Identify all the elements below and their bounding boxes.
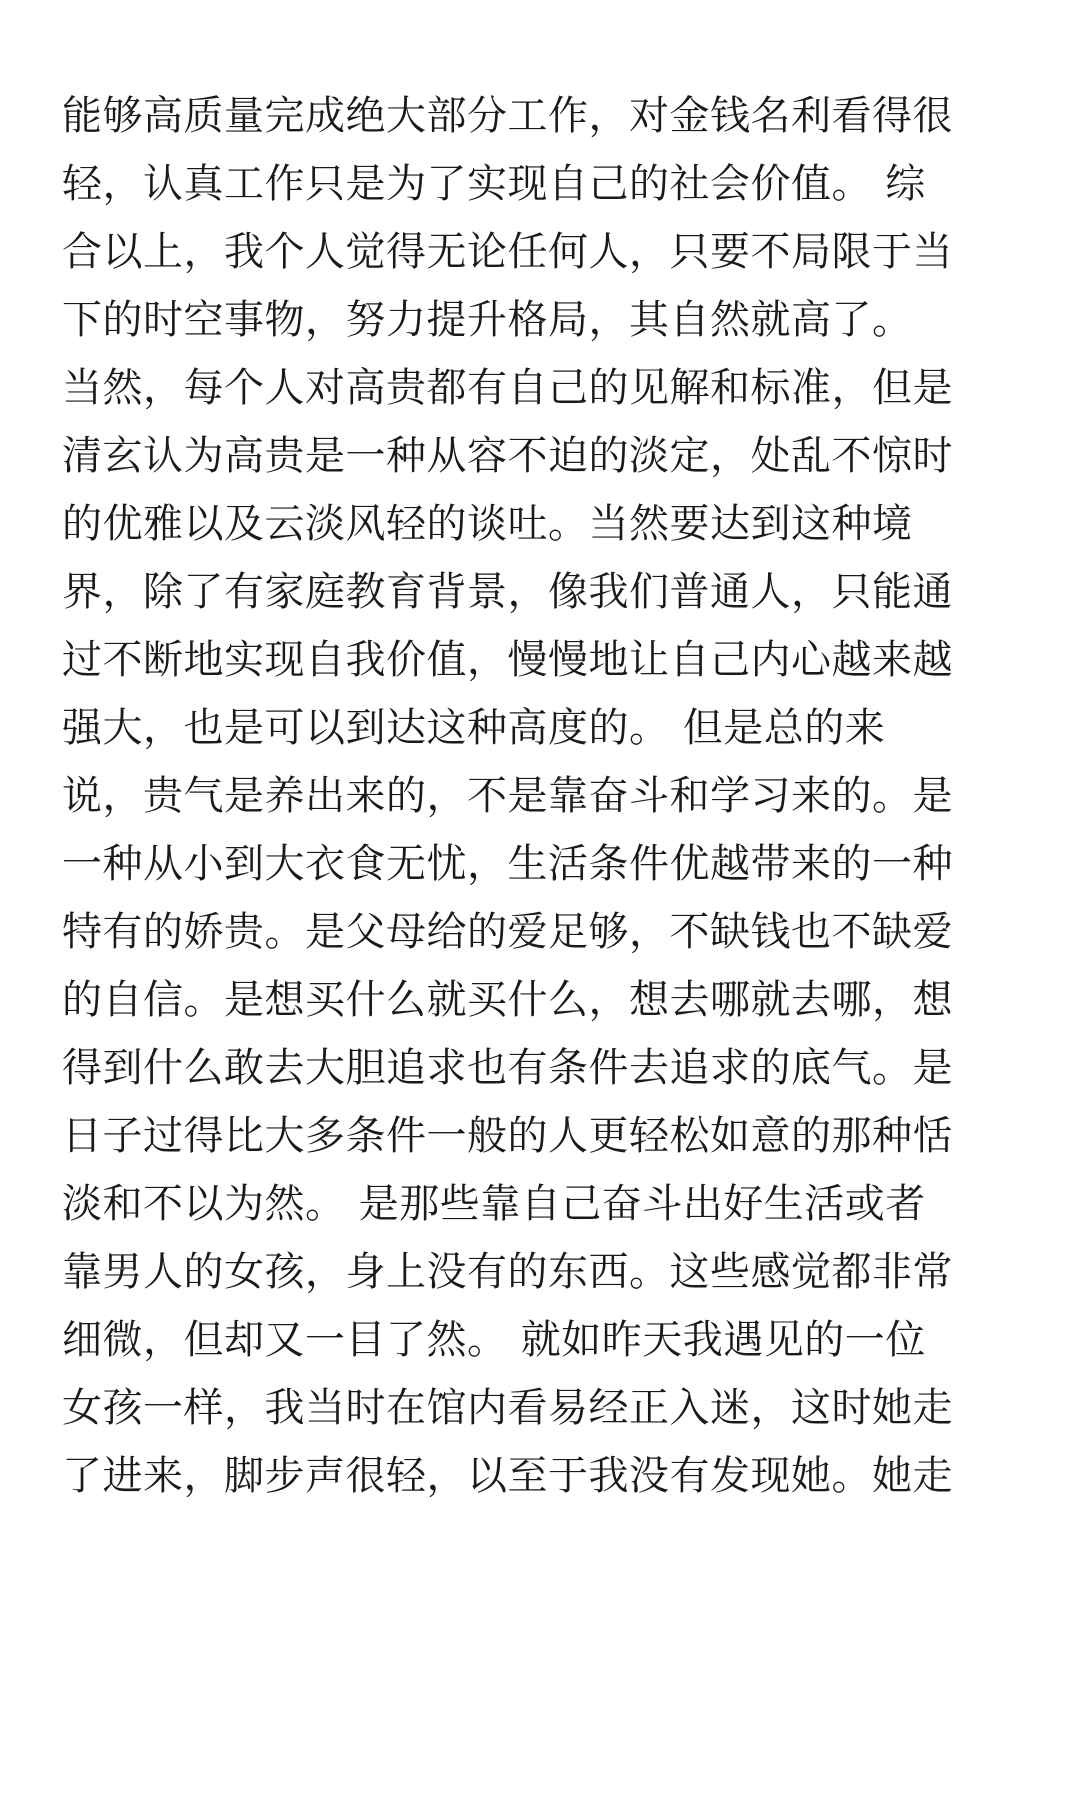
text-line: 了进来，脚步声很轻，以至于我没有发现她。她走 (62, 1453, 953, 1499)
text-line: 当然，每个人对高贵都有自己的见解和标准，但是 (62, 365, 953, 411)
text-line: 强大，也是可以到达这种高度的。 但是总的来 (62, 705, 886, 751)
text-line: 清玄认为高贵是一种从容不迫的淡定，处乱不惊时 (62, 433, 953, 479)
text-line: 女孩一样，我当时在馆内看易经正入迷，这时她走 (62, 1385, 953, 1431)
text-line: 过不断地实现自我价值，慢慢地让自己内心越来越 (62, 637, 953, 683)
article-body (62, 82, 1026, 1510)
text-line: 特有的娇贵。是父母给的爱足够，不缺钱也不缺爱 (62, 909, 953, 955)
text-line: 靠男人的女孩，身上没有的东西。这些感觉都非常 (62, 1249, 953, 1295)
text-line: 说，贵气是养出来的，不是靠奋斗和学习来的。是 (62, 773, 953, 819)
text-line: 的自信。是想买什么就买什么，想去哪就去哪，想 (62, 977, 953, 1023)
text-line: 得到什么敢去大胆追求也有条件去追求的底气。是 (62, 1045, 953, 1091)
text-line: 日子过得比大多条件一般的人更轻松如意的那种恬 (62, 1113, 953, 1159)
text-line: 淡和不以为然。 是那些靠自己奋斗出好生活或者 (62, 1181, 926, 1227)
text-line: 的优雅以及云淡风轻的谈吐。当然要达到这种境 (62, 501, 913, 547)
text-line: 轻，认真工作只是为了实现自己的社会价值。 综 (62, 161, 926, 207)
text-line: 下的时空事物，努力提升格局，其自然就高了。 (62, 297, 913, 343)
text-line: 合以上，我个人觉得无论任何人，只要不局限于当 (62, 229, 953, 275)
text-line: 细微，但却又一目了然。 就如昨天我遇见的一位 (62, 1317, 926, 1363)
text-line: 一种从小到大衣食无忧，生活条件优越带来的一种 (62, 841, 953, 887)
text-line: 能够高质量完成绝大部分工作，对金钱名利看得很 (62, 93, 953, 139)
text-line: 界，除了有家庭教育背景，像我们普通人，只能通 (62, 569, 953, 615)
